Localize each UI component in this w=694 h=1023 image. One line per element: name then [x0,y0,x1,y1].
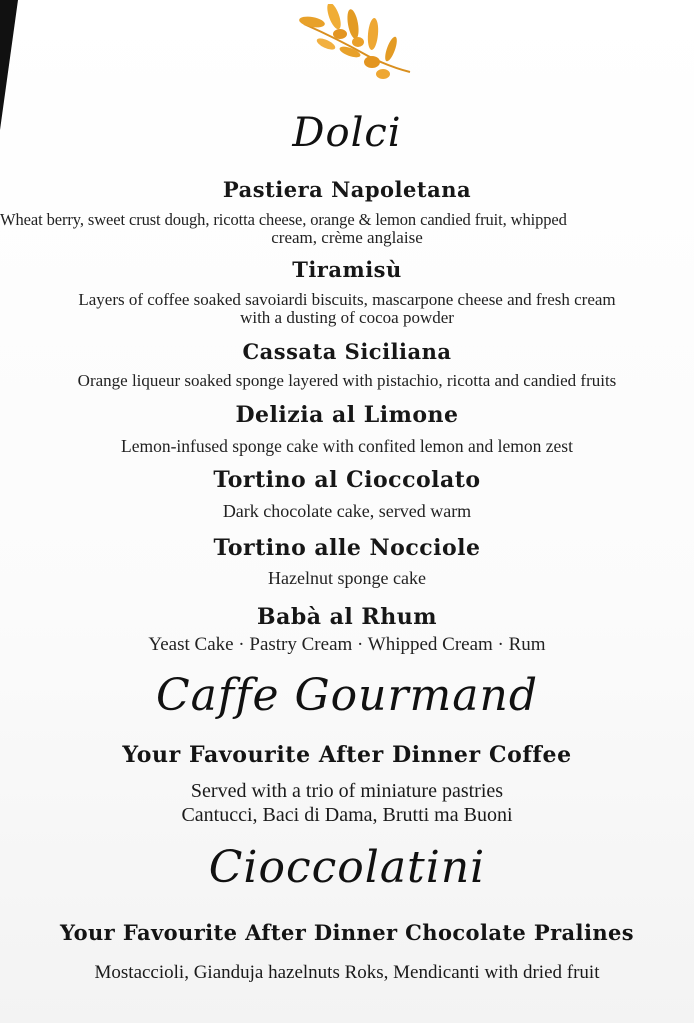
menu-item-description: with a dusting of cocoa powder [240,308,454,327]
menu-item-description: Layers of coffee soaked savoiardi biscuits, mascarpone cheese and fresh cream [78,290,616,309]
menu-item-name: Tortino al Cioccolato [213,467,481,493]
menu-item-description: Hazelnut sponge cake [268,568,426,588]
caffe-item-description: Served with a trio of miniature pastries [190,780,504,802]
menu-item-description: Dark chocolate cake, served warm [222,501,472,521]
section-title-cioccolatini: Cioccolatini [208,842,486,893]
section-title-dolci: Dolci [292,110,402,156]
section-title-caffe-gourmand: Caffe Gourmand [156,670,538,721]
menu-item-name: Pastiera Napoletana [222,177,472,202]
menu-item-description: Wheat berry, sweet crust dough, ricotta cheese, orange & lemon candied fruit, whipped [0,210,567,229]
menu-item-description: Orange liqueur soaked sponge layered with pistachio, ricotta and candied fruits [77,371,617,390]
cioccolatini-item-name: Your Favourite After Dinner Chocolate Pralines [60,920,634,945]
menu-item-description: Yeast Cake · Pastry Cream · Whipped Cream · Rum [148,634,546,655]
olive-branch-icon [298,4,414,84]
menu-item-name: Delizia al Limone [235,402,459,428]
menu-item-description: cream, crème anglaise [271,228,423,247]
cioccolatini-item-description: Mostaccioli, Gianduja hazelnuts Roks, Mendicanti with dried fruit [94,962,600,983]
menu-item-name: Tortino alle Nocciole [213,535,481,561]
caffe-item-description: Cantucci, Baci di Dama, Brutti ma Buoni [181,804,513,826]
menu-item-description: Lemon-infused sponge cake with confited lemon and lemon zest [121,436,573,456]
menu-item-name: Cassata Siciliana [242,339,452,364]
menu-item-name: Tiramisù [292,257,402,282]
menu-item-name: Babà al Rhum [257,604,437,630]
caffe-item-name: Your Favourite After Dinner Coffee [122,742,572,768]
